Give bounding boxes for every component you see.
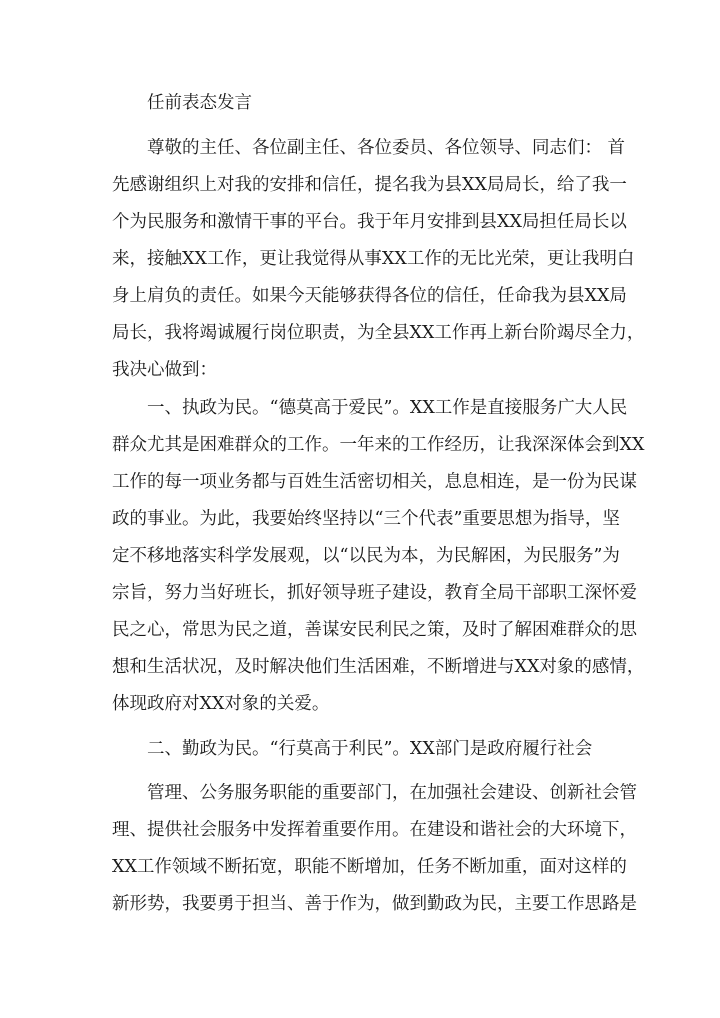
paragraph-line: 体现政府对XX对象的关爱。 [112, 694, 330, 714]
paragraph-line: 局长，我将竭诚履行岗位职责，为全县XX工作再上新台阶竭尽全力， [112, 323, 645, 343]
paragraph-line: 政的事业。为此，我要始终坚持以“三个代表”重要思想为指导，坚 [112, 509, 620, 529]
paragraph-line: 来，接触XX工作，更让我觉得从事XX工作的无比光荣，更让我明白 [112, 249, 635, 269]
paragraph-line: XX工作领域不断拓宽，职能不断增加，任务不断加重，面对这样的 [112, 857, 627, 877]
paragraph-line: 工作的每一项业务都与百姓生活密切相关，息息相连，是一份为民谋 [112, 472, 637, 492]
paragraph-line: 一、执政为民。“德莫高于爱民”。XX工作是直接服务广大人民 [147, 398, 628, 418]
document-title: 任前表态发言 [147, 93, 252, 113]
paragraph-line: 尊敬的主任、各位副主任、各位委员、各位领导、同志们： 首 [147, 138, 626, 158]
paragraph-line: 先感谢组织上对我的安排和信任，提名我为县XX局局长，给了我一 [112, 175, 627, 195]
paragraph-line: 管理、公务服务职能的重要部门，在加强社会建设、创新社会管 [147, 783, 637, 803]
paragraph-line: 身上肩负的责任。如果今天能够获得各位的信任，任命我为县XX局 [112, 286, 627, 306]
paragraph-line: 个为民服务和激情干事的平台。我于年月安排到县XX局担任局长以 [112, 212, 627, 232]
paragraph-line: 民之心，常思为民之道，善谋安民利民之策，及时了解困难群众的思 [112, 620, 637, 640]
paragraph-line: 二、勤政为民。“行莫高于利民”。XX部门是政府履行社会 [147, 739, 593, 759]
paragraph-line: 宗旨，努力当好班长，抓好领导班子建设，教育全局干部职工深怀爱 [112, 583, 637, 603]
paragraph-line: 新形势，我要勇于担当、善于作为，做到勤政为民，主要工作思路是 [112, 894, 637, 914]
paragraph-line: 想和生活状况，及时解决他们生活困难，不断增进与XX对象的感情， [112, 657, 645, 677]
paragraph-line: 理、提供社会服务中发挥着重要作用。在建设和谐社会的大环境下， [112, 820, 637, 840]
paragraph-line: 群众尤其是困难群众的工作。一年来的工作经历，让我深深体会到XX [112, 435, 645, 455]
paragraph-line: 定不移地落实科学发展观，以“以民为本，为民解困，为民服务”为 [112, 546, 620, 566]
paragraph-line: 我决心做到： [112, 360, 217, 380]
